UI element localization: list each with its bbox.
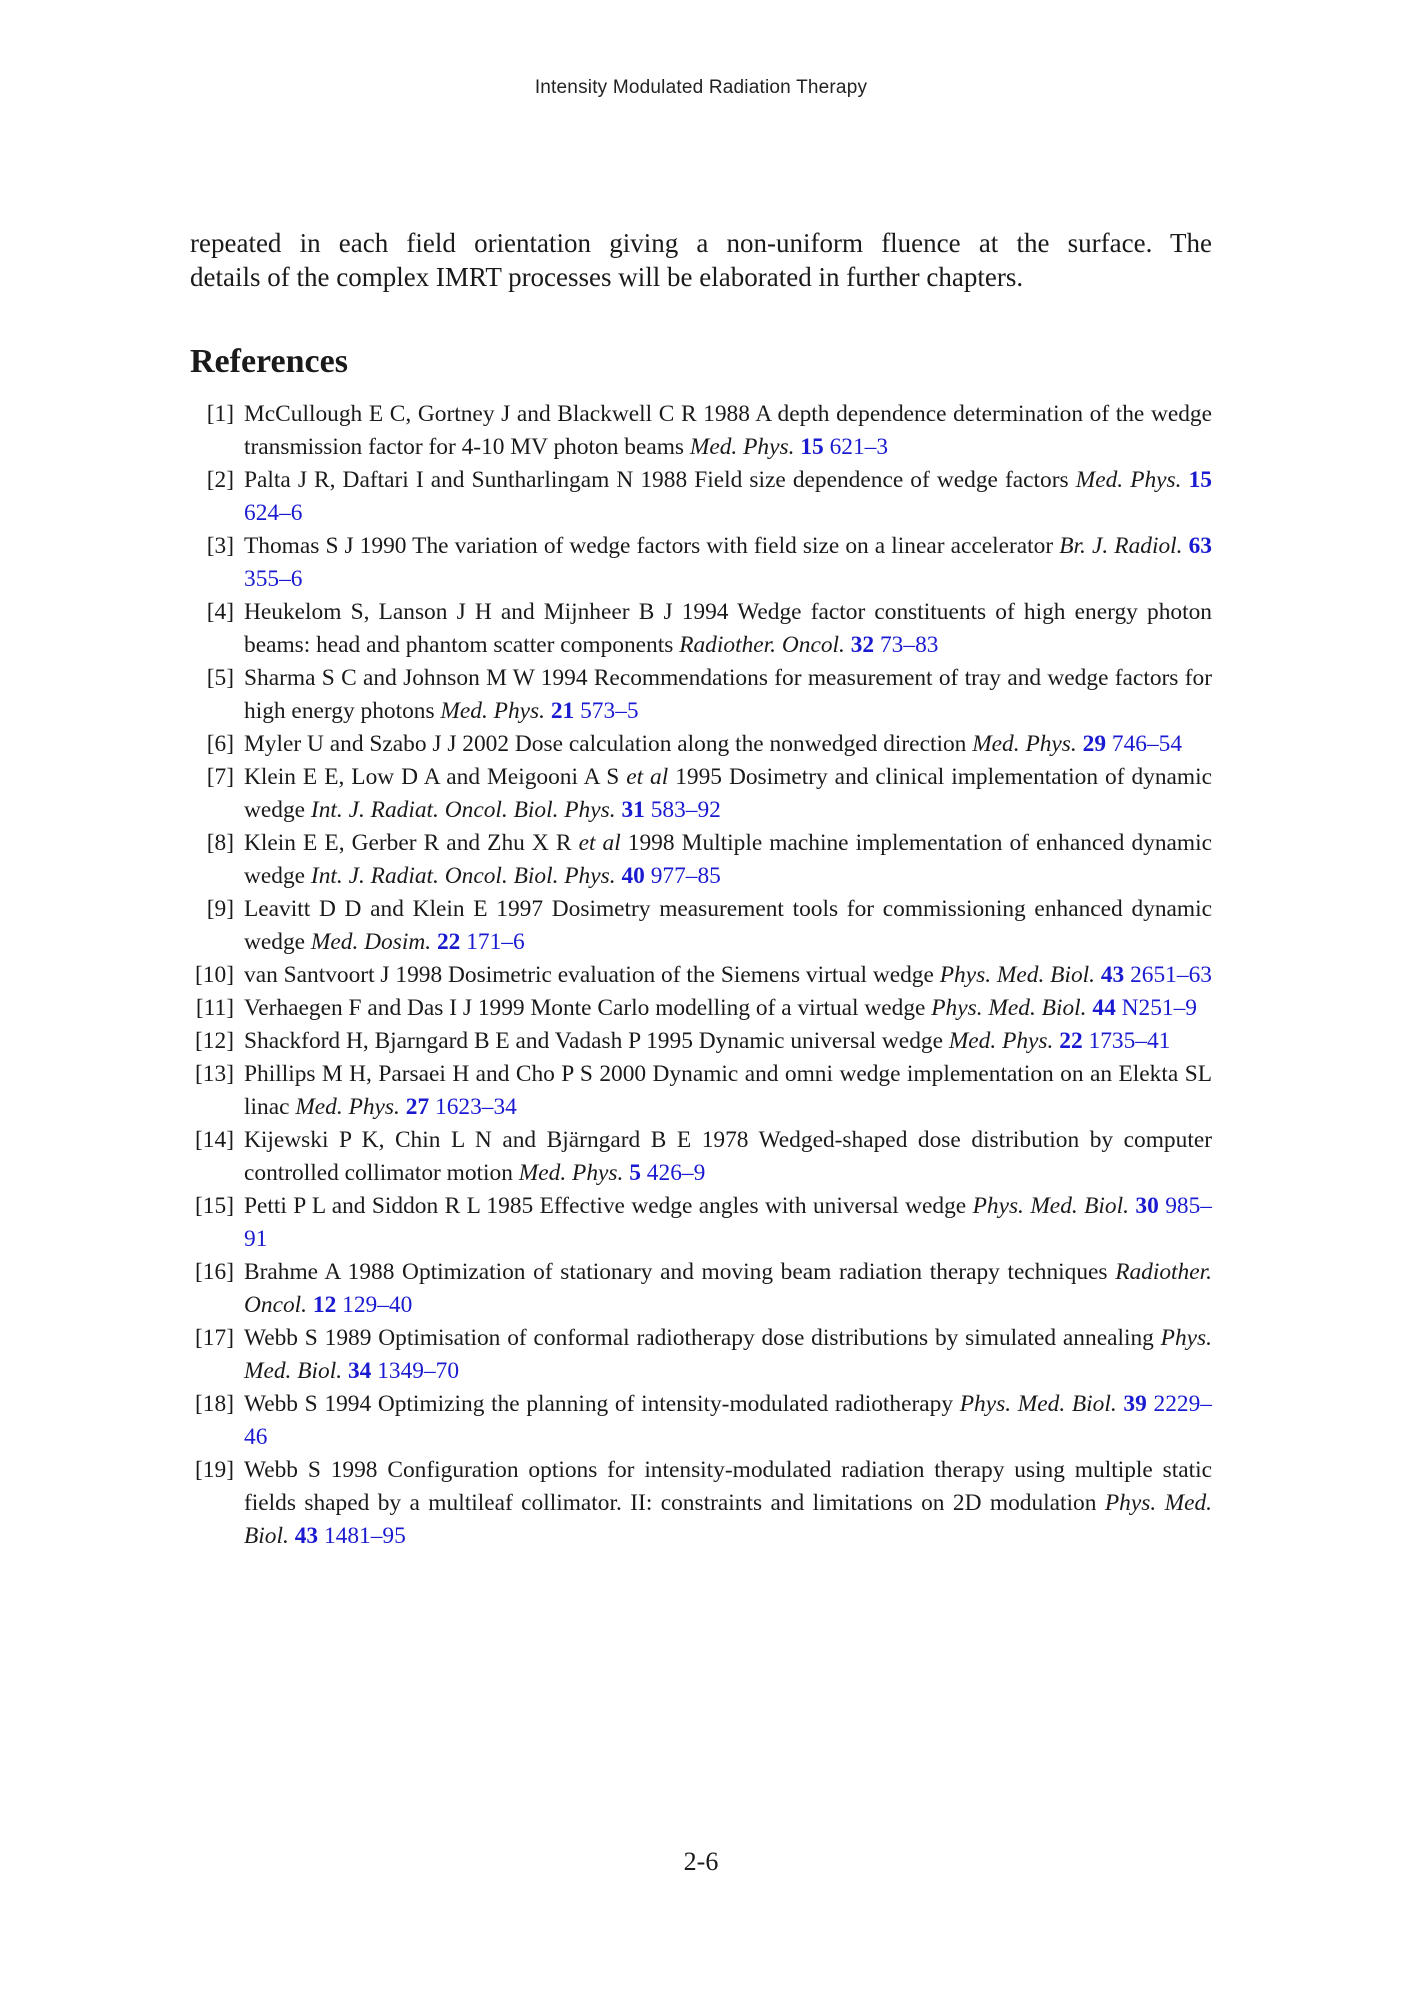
- reference-journal: Int. J. Radiat. Oncol. Biol. Phys.: [310, 797, 616, 823]
- reference-item: [190, 1124, 1212, 1190]
- reference-volume-link[interactable]: 40: [621, 863, 645, 889]
- reference-item: [190, 464, 1212, 530]
- reference-journal: Phys. Med. Biol.: [959, 1391, 1117, 1417]
- reference-volume-link[interactable]: 44: [1092, 995, 1116, 1021]
- reference-authors-title: Klein E E, Low D A and Meigooni A S: [244, 764, 627, 790]
- reference-pages-link[interactable]: 171–6: [466, 929, 525, 955]
- reference-volume-link[interactable]: 43: [1100, 962, 1125, 988]
- reference-journal: Phys. Med. Biol.: [972, 1193, 1129, 1219]
- reference-authors-title: Sharma S C and Johnson M W 1994 Recommendations for measurement of tray and wedge factors for high energy photons: [244, 665, 1212, 724]
- reference-pages-link[interactable]: 977–85: [650, 863, 721, 889]
- reference-journal: Med. Phys.: [518, 1160, 624, 1186]
- reference-authors-title: Brahme A 1988 Optimization of stationary and moving beam radiation therapy techniques: [244, 1259, 1116, 1285]
- reference-volume-link[interactable]: 63: [1188, 533, 1212, 559]
- reference-body: [244, 731, 1182, 757]
- reference-pages-link[interactable]: 1481–95: [323, 1523, 406, 1549]
- reference-journal: Med. Phys.: [948, 1028, 1054, 1054]
- reference-number: [16]: [195, 1259, 234, 1285]
- reference-volume-link[interactable]: 31: [621, 797, 645, 823]
- reference-body: [244, 1259, 1212, 1318]
- reference-journal: Radiother. Oncol.: [244, 1259, 1212, 1318]
- reference-journal: Med. Phys.: [295, 1094, 400, 1120]
- reference-item: [190, 596, 1212, 662]
- reference-item: [190, 530, 1212, 596]
- reference-number: [6]: [206, 731, 234, 757]
- reference-authors-title: Verhaegen F and Das I J 1999 Monte Carlo modelling of a virtual wedge: [244, 995, 932, 1021]
- reference-body: [244, 764, 1212, 823]
- reference-body: [244, 665, 1212, 724]
- reference-authors-title: Shackford H, Bjarngard B E and Vadash P 1995 Dynamic universal wedge: [244, 1028, 949, 1054]
- reference-body: [244, 401, 1212, 460]
- reference-authors-title: Petti P L and Siddon R L 1985 Effective wedge angles with universal wedge: [244, 1193, 973, 1219]
- reference-body: [244, 1391, 1212, 1450]
- reference-volume-link[interactable]: 39: [1123, 1391, 1147, 1417]
- reference-body: [244, 1127, 1212, 1186]
- reference-title: 1995 Dosimetry and clinical implementation of dynamic wedge: [244, 764, 1212, 823]
- reference-pages-link[interactable]: N251–9: [1121, 995, 1197, 1021]
- reference-pages-link[interactable]: 2229–46: [244, 1391, 1212, 1450]
- reference-volume-link[interactable]: 12: [312, 1292, 337, 1318]
- reference-volume-link[interactable]: 15: [1188, 467, 1212, 493]
- reference-journal: Med. Phys.: [1075, 467, 1182, 493]
- reference-volume-link[interactable]: 22: [436, 929, 461, 955]
- reference-authors-title: van Santvoort J 1998 Dosimetric evaluation of the Siemens virtual wedge: [244, 962, 940, 988]
- reference-pages-link[interactable]: 426–9: [646, 1160, 706, 1186]
- reference-number: [4]: [206, 599, 234, 625]
- reference-number: [18]: [195, 1391, 234, 1417]
- reference-pages-link[interactable]: 1623–34: [435, 1094, 517, 1120]
- reference-item: [190, 1388, 1212, 1454]
- reference-body: [244, 896, 1212, 955]
- reference-item: [190, 959, 1212, 992]
- reference-pages-link[interactable]: 985–91: [244, 1193, 1212, 1252]
- reference-et-al: et al: [626, 764, 669, 790]
- reference-item: [190, 893, 1212, 959]
- reference-authors-title: Klein E E, Gerber R and Zhu X R: [244, 830, 579, 856]
- reference-volume-link[interactable]: 15: [800, 434, 824, 460]
- reference-authors-title: Palta J R, Daftari I and Suntharlingam N 1988 Field size dependence of wedge factors: [244, 467, 1076, 493]
- reference-number: [17]: [195, 1325, 234, 1351]
- reference-pages-link[interactable]: 746–54: [1111, 731, 1183, 757]
- reference-journal: Phys. Med. Biol.: [244, 1325, 1212, 1384]
- running-head: Intensity Modulated Radiation Therapy: [534, 77, 868, 98]
- reference-authors-title: Phillips M H, Parsaei H and Cho P S 2000 Dynamic and omni wedge implementation on an Elekta SL linac: [244, 1061, 1212, 1120]
- reference-authors-title: Kijewski P K, Chin L N and Bjärngard B E 1978 Wedged-shaped dose distribution by computer controlled collimator motion: [244, 1127, 1212, 1186]
- reference-item: [190, 1256, 1212, 1322]
- reference-journal: Int. J. Radiat. Oncol. Biol. Phys.: [310, 863, 616, 889]
- reference-authors-title: Webb S 1989 Optimisation of conformal radiotherapy dose distributions by simulated annealing: [244, 1325, 1161, 1351]
- reference-authors-title: Myler U and Szabo J J 2002 Dose calculation along the nonwedged direction: [244, 731, 973, 757]
- reference-list: [190, 398, 1212, 1553]
- reference-number: [7]: [206, 764, 234, 790]
- references-heading: References: [190, 343, 348, 380]
- reference-authors-title: Heukelom S, Lanson J H and Mijnheer B J 1994 Wedge factor constituents of high energy photon beams: head and phantom scatter components: [244, 599, 1212, 658]
- reference-item: [190, 398, 1212, 464]
- reference-volume-link[interactable]: 43: [294, 1523, 319, 1549]
- reference-number: [13]: [195, 1061, 234, 1087]
- reference-volume-link[interactable]: 27: [405, 1094, 430, 1120]
- reference-body: [244, 1325, 1212, 1384]
- reference-number: [19]: [195, 1457, 234, 1483]
- reference-body: [244, 467, 1212, 526]
- reference-item: [190, 761, 1212, 827]
- reference-number: [1]: [206, 401, 234, 427]
- intro-line: repeated in each field orientation giving a non-uniform fluence at the surface. The: [190, 228, 1212, 258]
- reference-volume-link[interactable]: 21: [550, 698, 575, 724]
- reference-number: [9]: [206, 896, 234, 922]
- reference-journal: Med. Phys.: [972, 731, 1077, 757]
- reference-item: [190, 1322, 1212, 1388]
- reference-journal: Radiother. Oncol.: [679, 632, 845, 658]
- reference-number: [10]: [195, 962, 234, 988]
- reference-pages-link[interactable]: 624–6: [244, 500, 303, 526]
- reference-authors-title: Webb S 1998 Configuration options for intensity-modulated radiation therapy using multiple static fields shaped by a multileaf collimator. II: constraints and limitations on 2D modulation: [244, 1457, 1212, 1516]
- reference-pages-link[interactable]: 583–92: [650, 797, 721, 823]
- reference-number: [12]: [195, 1028, 234, 1054]
- reference-pages-link[interactable]: 573–5: [580, 698, 639, 724]
- reference-pages-link[interactable]: 355–6: [244, 566, 303, 592]
- reference-body: [244, 1457, 1212, 1549]
- reference-number: [8]: [206, 830, 234, 856]
- reference-journal: Br. J. Radiol.: [1059, 533, 1183, 559]
- reference-journal: Phys. Med. Biol.: [931, 995, 1087, 1021]
- reference-item: [190, 992, 1212, 1025]
- reference-body: [244, 962, 1212, 988]
- reference-volume-link[interactable]: 5: [629, 1160, 641, 1186]
- reference-volume-link[interactable]: 32: [850, 632, 875, 658]
- page-number: 2-6: [683, 1847, 719, 1876]
- reference-number: [14]: [195, 1127, 234, 1153]
- reference-body: [244, 599, 1212, 658]
- reference-journal: Med. Dosim.: [310, 929, 432, 955]
- reference-pages-link[interactable]: 1735–41: [1088, 1028, 1171, 1054]
- reference-pages-link[interactable]: 1349–70: [377, 1358, 460, 1384]
- reference-volume-link[interactable]: 34: [347, 1358, 372, 1384]
- reference-number: [2]: [206, 467, 234, 493]
- reference-number: [11]: [195, 995, 234, 1021]
- reference-body: [244, 1193, 1212, 1252]
- reference-authors-title: Webb S 1994 Optimizing the planning of intensity-modulated radiotherapy: [244, 1391, 960, 1417]
- reference-volume-link[interactable]: 22: [1059, 1028, 1083, 1054]
- reference-body: [244, 995, 1197, 1021]
- reference-number: [5]: [206, 665, 234, 691]
- reference-item: [190, 662, 1212, 728]
- reference-authors-title: Thomas S J 1990 The variation of wedge factors with field size on a linear accelerator: [244, 533, 1060, 559]
- reference-item: [190, 728, 1212, 761]
- reference-item: [190, 1454, 1212, 1553]
- reference-et-al: et al: [578, 830, 621, 856]
- reference-item: [190, 1025, 1212, 1058]
- reference-pages-link[interactable]: 2651–63: [1130, 962, 1212, 988]
- reference-authors-title: McCullough E C, Gortney J and Blackwell C R 1988 A depth dependence determination of the wedge transmission factor for 4-10 MV photon beams: [244, 401, 1212, 460]
- reference-pages-link[interactable]: 129–40: [342, 1292, 413, 1318]
- reference-pages-link[interactable]: 73–83: [879, 632, 939, 658]
- reference-journal: Med. Phys.: [689, 434, 795, 460]
- reference-body: [244, 1028, 1170, 1054]
- reference-item: [190, 1190, 1212, 1256]
- reference-journal: Med. Phys.: [440, 698, 545, 724]
- reference-volume-link[interactable]: 29: [1082, 731, 1107, 757]
- reference-number: [3]: [206, 533, 234, 559]
- reference-item: [190, 1058, 1212, 1124]
- reference-body: [244, 830, 1212, 889]
- reference-body: [244, 1061, 1212, 1120]
- intro-line: details of the complex IMRT processes will be elaborated in further chapters.: [190, 262, 1024, 292]
- reference-pages-link[interactable]: 621–3: [829, 434, 889, 460]
- reference-volume-link[interactable]: 30: [1135, 1193, 1159, 1219]
- reference-number: [15]: [195, 1193, 234, 1219]
- reference-body: [244, 533, 1212, 592]
- reference-authors-title: Leavitt D D and Klein E 1997 Dosimetry measurement tools for commissioning enhanced dynamic wedge: [244, 896, 1212, 955]
- reference-journal: Phys. Med. Biol.: [244, 1490, 1212, 1549]
- intro-paragraph: [190, 226, 1212, 294]
- reference-journal: Phys. Med. Biol.: [939, 962, 1095, 988]
- reference-item: [190, 827, 1212, 893]
- reference-title: 1998 Multiple machine implementation of enhanced dynamic wedge: [244, 830, 1212, 889]
